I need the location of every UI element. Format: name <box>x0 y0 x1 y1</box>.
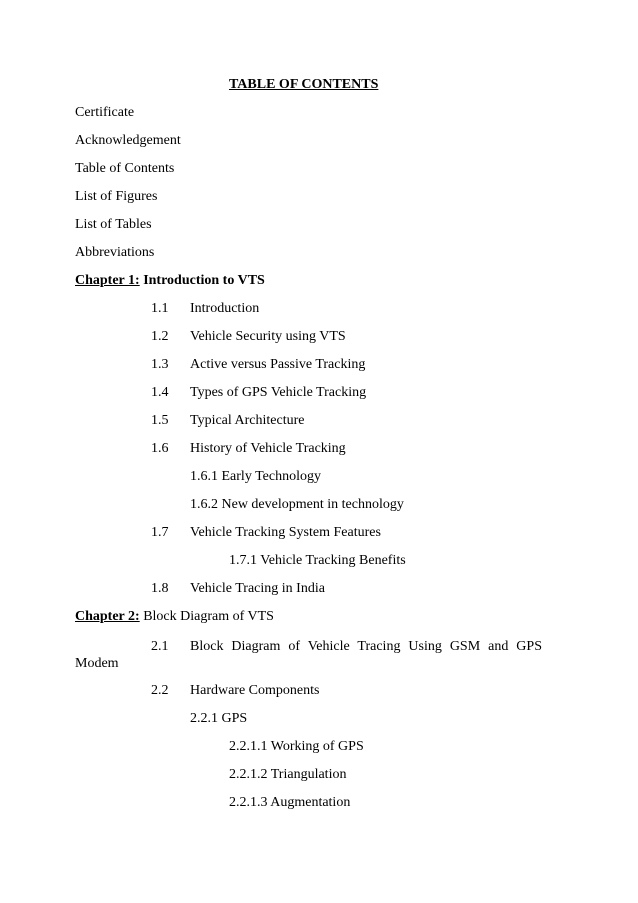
toc-entry-abbreviations: Abbreviations <box>75 245 155 260</box>
toc-entry-list-of-figures: List of Figures <box>75 189 158 204</box>
chapter-1-heading <box>75 272 265 289</box>
section-title: History of Vehicle Tracking <box>190 441 346 456</box>
chapter-2-title: Block Diagram of VTS <box>143 609 274 624</box>
section-title-continuation: Modem <box>75 656 119 671</box>
subsection-title: 1.6.1 Early Technology <box>190 469 321 484</box>
section-number: 1.3 <box>151 357 169 372</box>
section-title: Vehicle Tracing in India <box>190 581 325 596</box>
toc-entry-certificate: Certificate <box>75 105 135 120</box>
section-title: Introduction <box>190 301 260 316</box>
section-number: 1.4 <box>151 385 169 400</box>
page-title: TABLE OF CONTENTS <box>229 77 379 92</box>
section-number: 1.6 <box>151 441 169 456</box>
subsubsection-title: 2.2.1.3 Augmentation <box>229 795 351 810</box>
section-number: 1.8 <box>151 581 169 596</box>
section-number: 1.7 <box>151 525 169 540</box>
subsubsection-title: 2.2.1.1 Working of GPS <box>229 739 364 754</box>
toc-entry-acknowledgement: Acknowledgement <box>75 133 181 148</box>
section-number: 1.2 <box>151 329 169 344</box>
subsection-title: 1.6.2 New development in technology <box>190 497 404 512</box>
section-title: Vehicle Security using VTS <box>190 329 346 344</box>
chapter-1-title: Introduction to VTS <box>143 273 265 288</box>
subsubsection-title: 2.2.1.2 Triangulation <box>229 767 347 782</box>
section-number: 2.1 <box>151 639 169 654</box>
section-title: Block Diagram of Vehicle Tracing Using GSM and GPS <box>190 639 542 654</box>
chapter-2-heading <box>75 608 274 625</box>
section-title: Active versus Passive Tracking <box>190 357 366 372</box>
section-title: Vehicle Tracking System Features <box>190 525 381 540</box>
toc-entry-list-of-tables: List of Tables <box>75 217 152 232</box>
section-title: Types of GPS Vehicle Tracking <box>190 385 367 400</box>
chapter-1-label: Chapter 1: <box>75 273 140 288</box>
section-number: 2.2 <box>151 683 169 698</box>
chapter-2-label: Chapter 2: <box>75 609 140 624</box>
section-title: Typical Architecture <box>190 413 305 428</box>
section-title: Hardware Components <box>190 683 320 698</box>
subsection-title: 1.7.1 Vehicle Tracking Benefits <box>229 553 406 568</box>
subsection-title: 2.2.1 GPS <box>190 711 248 726</box>
section-number: 1.1 <box>151 301 169 316</box>
toc-entry-table-of-contents: Table of Contents <box>75 161 175 176</box>
section-number: 1.5 <box>151 413 169 428</box>
